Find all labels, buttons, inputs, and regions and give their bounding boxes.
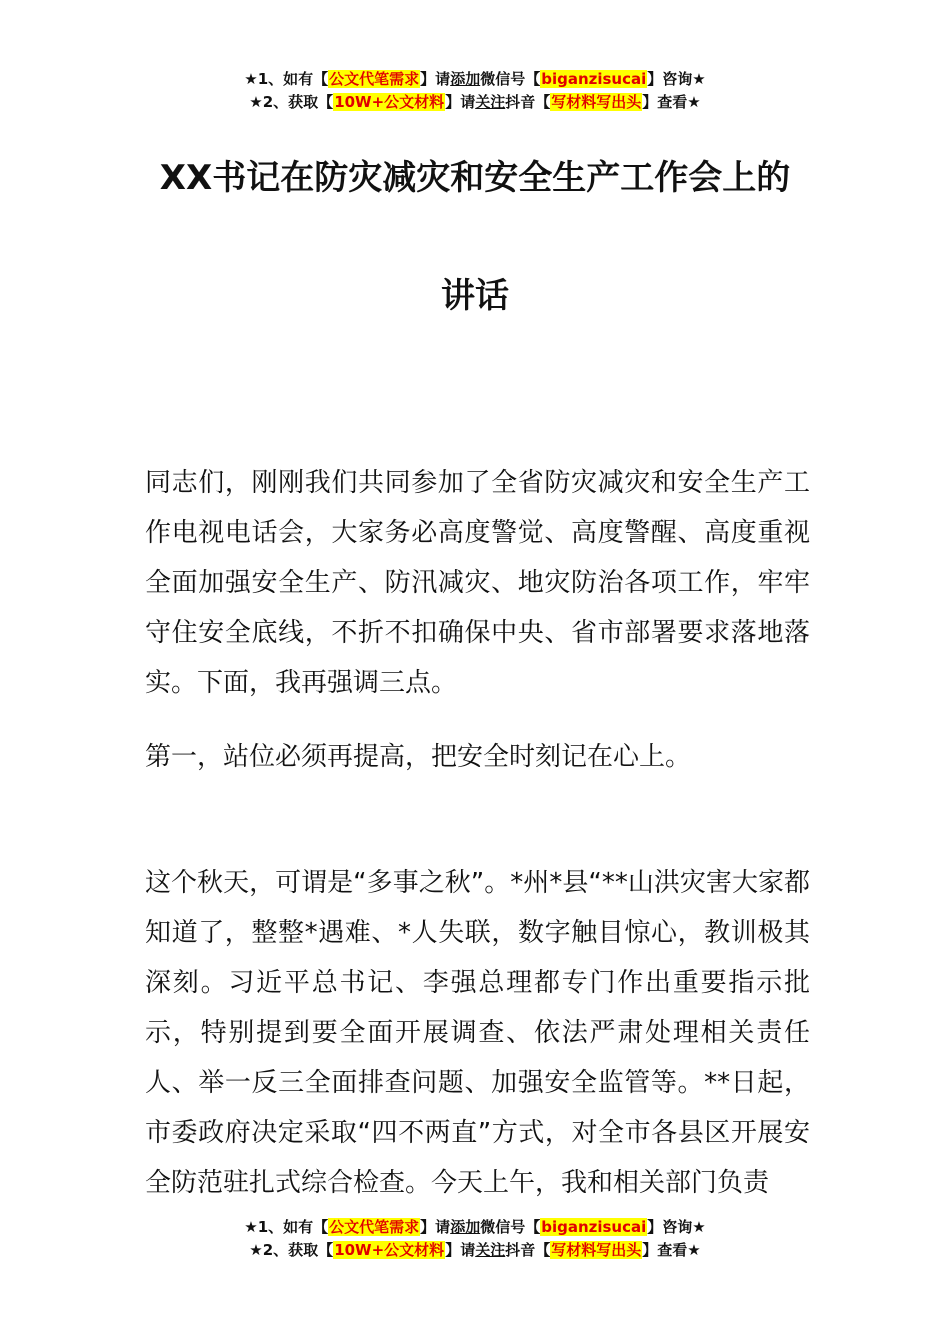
banner-highlight: biganzisucai	[541, 70, 647, 88]
banner-line-2	[0, 91, 950, 114]
banner-highlight: 写材料写出头	[551, 1241, 642, 1259]
footer-banner	[0, 1216, 950, 1262]
banner-underline: 添加	[450, 70, 481, 88]
banner-line-1	[0, 68, 950, 91]
document-title-line-2: 讲话	[441, 276, 509, 316]
banner-text: ★2、获取【	[249, 1241, 334, 1259]
banner-text: 】请	[445, 1241, 476, 1259]
banner-text: 】咨询★	[647, 70, 706, 88]
banner-text: 抖音【	[505, 1241, 551, 1259]
banner-highlight: 10W+公文材料	[334, 93, 445, 111]
banner-underline: 关注	[475, 1241, 506, 1259]
banner-underline: 添加	[450, 1218, 481, 1236]
banner-highlight: 公文代笔需求	[329, 70, 420, 88]
header-banner	[0, 68, 950, 114]
banner-text: 】请	[445, 93, 476, 111]
banner-highlight: 公文代笔需求	[329, 1218, 420, 1236]
banner-line-1	[0, 1216, 950, 1239]
banner-highlight: 10W+公文材料	[334, 1241, 445, 1259]
section-heading: 第一，站位必须再提高，把安全时刻记在心上。	[145, 742, 692, 772]
banner-text: 微信号【	[480, 70, 541, 88]
banner-text: 微信号【	[480, 1218, 541, 1236]
body-paragraph: 同志们，刚刚我们共同参加了全省防灾减灾和安全生产工作电视电话会，大家务必高度警觉、高度警醒、高度重视全面加强安全生产、防汛减灾、地灾防治各项工作，牢牢守住安全底线，不折不扣确保中央、省市部署要求落地落实。下面，我再强调三点。	[145, 468, 810, 698]
banner-text: ★1、如有【	[244, 70, 329, 88]
document-title-line-1: XX书记在防灾减灾和安全生产工作会上的	[159, 158, 791, 198]
banner-text: 】请	[420, 70, 451, 88]
banner-text: 】查看★	[642, 1241, 701, 1259]
banner-text: 】查看★	[642, 93, 701, 111]
banner-underline: 关注	[475, 93, 506, 111]
banner-text: ★1、如有【	[244, 1218, 329, 1236]
banner-text: ★2、获取【	[249, 93, 334, 111]
banner-highlight: 写材料写出头	[551, 93, 642, 111]
banner-line-2	[0, 1239, 950, 1262]
banner-text: 】咨询★	[647, 1218, 706, 1236]
banner-highlight: biganzisucai	[541, 1218, 647, 1236]
banner-text: 】请	[420, 1218, 451, 1236]
body-paragraph: 这个秋天，可谓是“多事之秋”。*州*县“**山洪灾害大家都知道了，整整*遇难、*人失联，数字触目惊心，教训极其深刻。习近平总书记、李强总理都专门作出重要指示批示，特别提到要全面开展调查、依法严肃处理相关责任人、举一反三全面排查问题、加强安全监管等。**日起，市委政府决定采取“四不两直”方式，对全市各县区开展安全防范驻扎式综合检查。今天上午，我和相关部门负责	[145, 868, 810, 1198]
banner-text: 抖音【	[505, 93, 551, 111]
